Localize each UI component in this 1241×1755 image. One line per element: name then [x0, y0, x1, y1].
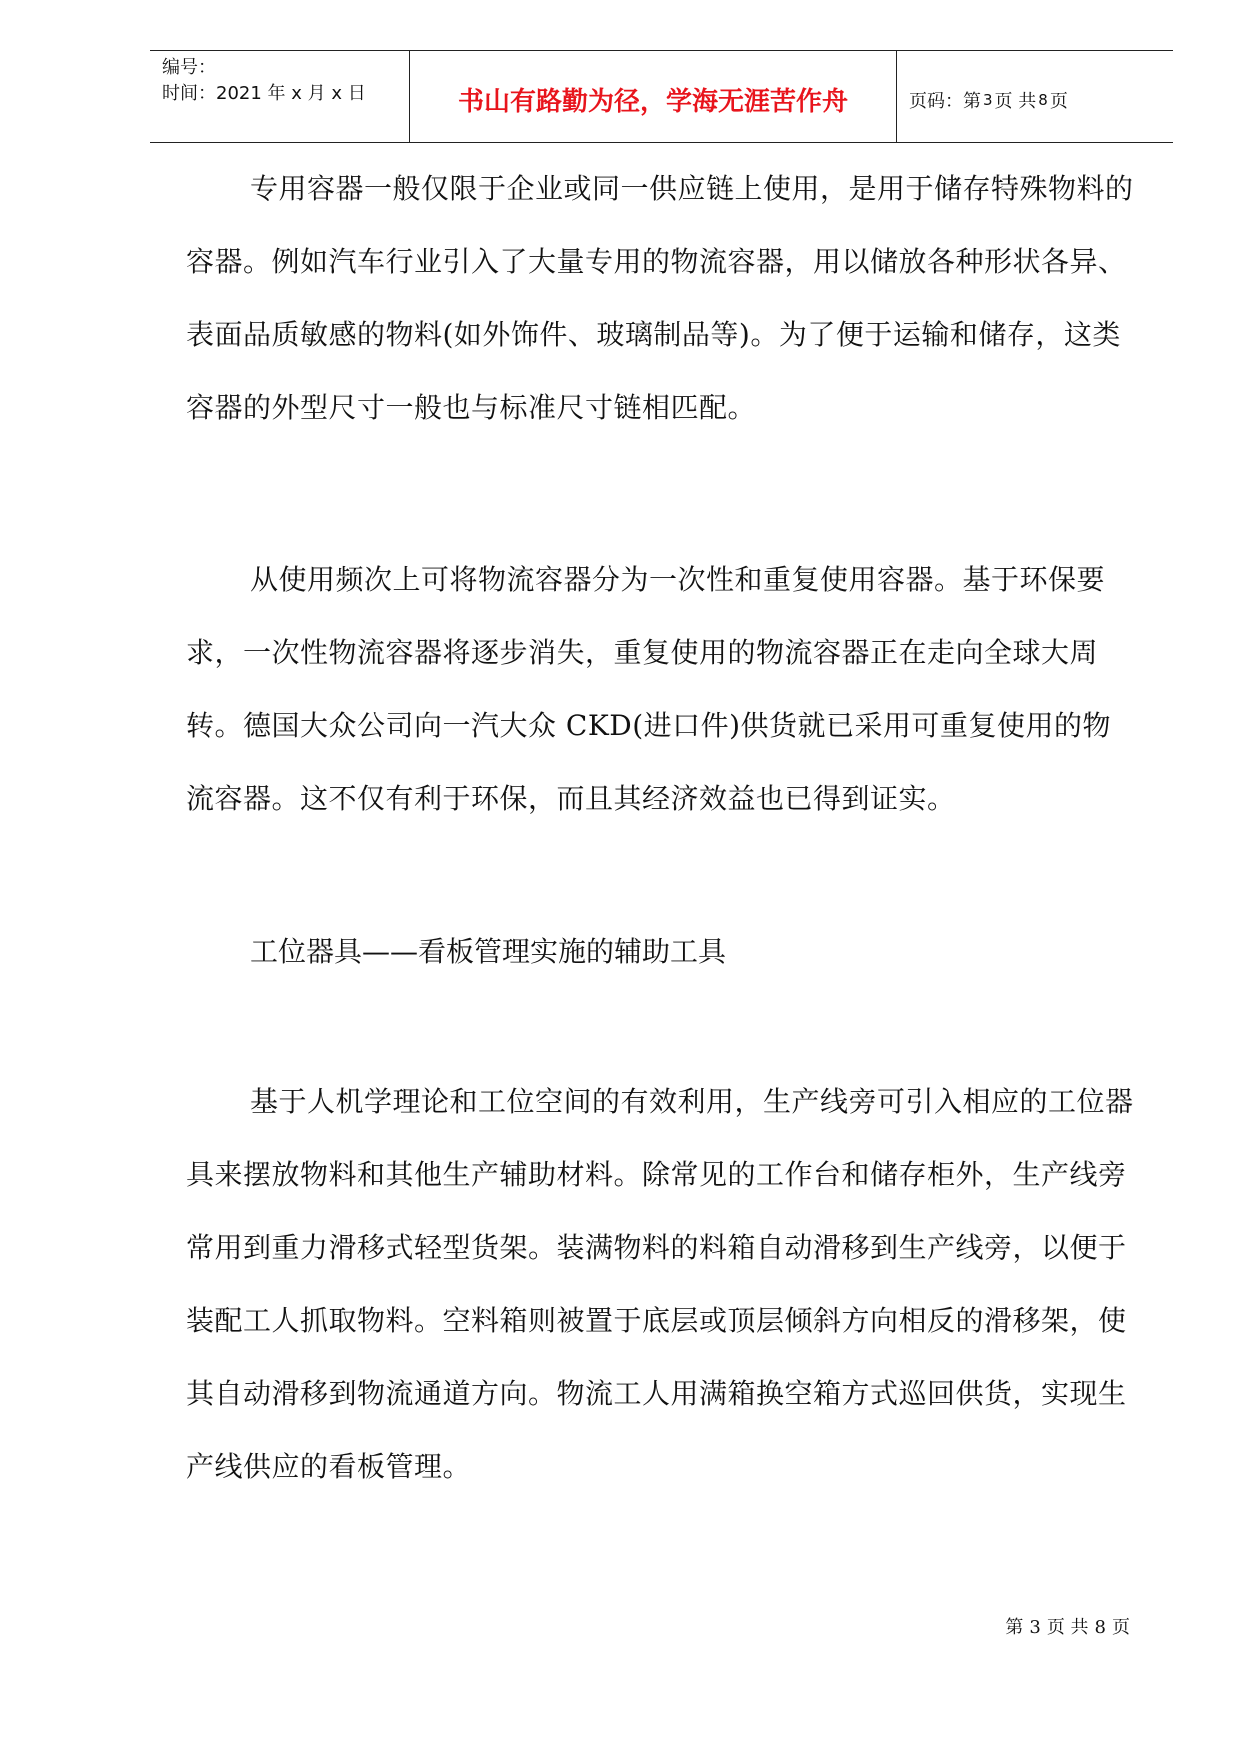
paragraph-3-block: [186, 1065, 1138, 1503]
paragraph-2-block: [186, 543, 1138, 835]
page-suffix: 页: [1049, 90, 1068, 112]
footer-total: 8: [1094, 1617, 1106, 1638]
page-current: 3: [983, 90, 993, 109]
paragraph-1-block: [186, 152, 1138, 444]
section-heading: 工位器具——看板管理实施的辅助工具: [250, 935, 727, 968]
page-total: 8: [1038, 90, 1048, 109]
serial-number-label: 编号：: [162, 57, 216, 78]
page-header: [150, 50, 1173, 143]
header-motto: 书山有路勤为径，学海无涯苦作舟: [410, 51, 897, 142]
time-label: 时间：2021 年 x 月 x 日: [162, 83, 366, 104]
page-prefix: 页码：第: [909, 90, 981, 112]
paragraph: 从使用频次上可将物流容器分为一次性和重复使用容器。基于环保要求，一次性物流容器将逐步消失，重复使用的物流容器正在走向全球大周转。德国大众公司向一汽大众 CKD(进口件)供货就已采用可重复使用的物流容器。这不仅有利于环保，而且其经济效益也已得到证实。: [186, 563, 1112, 815]
footer-current: 3: [1029, 1617, 1041, 1638]
footer-prefix: 第: [1005, 1617, 1024, 1638]
footer-mid: 页 共: [1046, 1617, 1089, 1638]
header-page-number: [897, 51, 1173, 142]
footer-suffix: 页: [1112, 1617, 1130, 1638]
header-meta: [150, 51, 410, 142]
paragraph: 基于人机学理论和工位空间的有效利用，生产线旁可引入相应的工位器具来摆放物料和其他生产辅助材料。除常见的工作台和储存柜外，生产线旁常用到重力滑移式轻型货架。装满物料的料箱自动滑移到生产线旁，以便于装配工人抓取物料。空料箱则被置于底层或顶层倾斜方向相反的滑移架，使其自动滑移到物流通道方向。物流工人用满箱换空箱方式巡回供货，实现生产线供应的看板管理。: [186, 1085, 1134, 1483]
page-footer: [1002, 1613, 1133, 1639]
page-mid: 页 共: [994, 90, 1037, 112]
paragraph: 专用容器一般仅限于企业或同一供应链上使用，是用于储存特殊物料的容器。例如汽车行业引入了大量专用的物流容器，用以储放各种形状各异、表面品质敏感的物料(如外饰件、玻璃制品等)。为了便于运输和储存，这类容器的外型尺寸一般也与标准尺寸链相匹配。: [186, 172, 1134, 424]
